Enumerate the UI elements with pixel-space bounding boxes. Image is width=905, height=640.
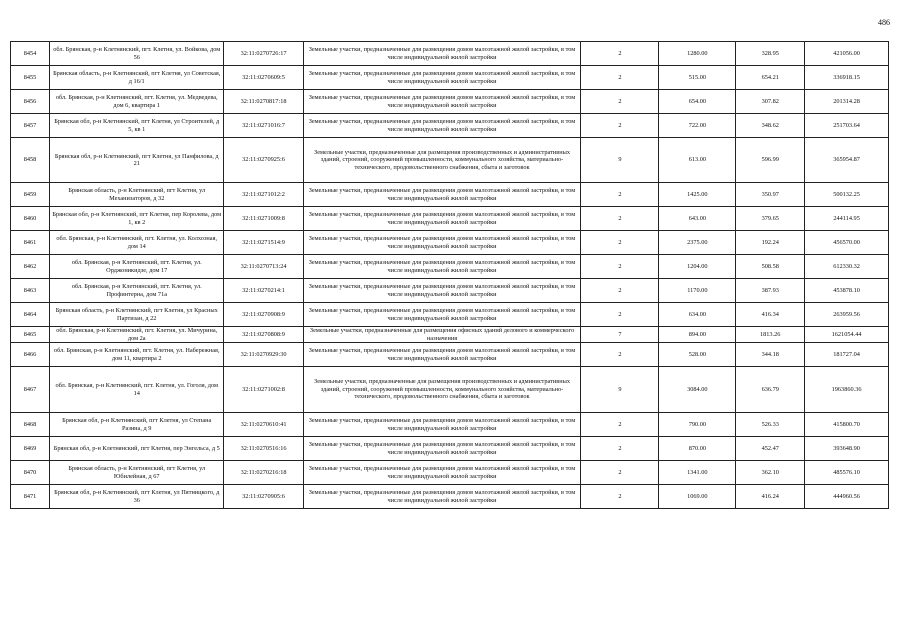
- row-number-cell: 8460: [11, 207, 50, 231]
- land-use-cell: Земельные участки, предназначенные для размещения домов малоэтажной жилой застройки, в том числе индивидуальной жилой застройки: [303, 207, 581, 231]
- category-cell: 2: [581, 66, 659, 90]
- table-row: [11, 437, 889, 461]
- address-cell: Брянская обл, р-н Клетнянский, пгт Клетня, ул Строителей, д 5, кв 1: [50, 114, 224, 138]
- area-cell: 722.00: [659, 114, 736, 138]
- specific-value-cell: 350.97: [736, 183, 805, 207]
- area-cell: 613.00: [659, 138, 736, 183]
- cadastral-number-cell: 32:11:0271012:2: [224, 183, 303, 207]
- area-cell: 3084.00: [659, 367, 736, 413]
- cadastral-value-cell: 244114.95: [805, 207, 889, 231]
- table-row: [11, 207, 889, 231]
- category-cell: 2: [581, 413, 659, 437]
- cadastral-value-cell: 201314.28: [805, 90, 889, 114]
- category-cell: 2: [581, 461, 659, 485]
- category-cell: 2: [581, 303, 659, 327]
- table-row: [11, 90, 889, 114]
- row-number-cell: 8468: [11, 413, 50, 437]
- row-number-cell: 8457: [11, 114, 50, 138]
- land-use-cell: Земельные участки, предназначенные для размещения домов малоэтажной жилой застройки, в том числе индивидуальной жилой застройки: [303, 231, 581, 255]
- area-cell: 643.00: [659, 207, 736, 231]
- address-cell: обл. Брянская, р-н Клетнянский, пгт. Клетня, ул. Колхозная, дом 14: [50, 231, 224, 255]
- area-cell: 870.00: [659, 437, 736, 461]
- land-use-cell: Земельные участки, предназначенные для размещения домов малоэтажной жилой застройки, в том числе индивидуальной жилой застройки: [303, 437, 581, 461]
- specific-value-cell: 348.62: [736, 114, 805, 138]
- row-number-cell: 8455: [11, 66, 50, 90]
- land-use-cell: Земельные участки, предназначенные для размещения домов малоэтажной жилой застройки, в том числе индивидуальной жилой застройки: [303, 42, 581, 66]
- address-cell: обл. Брянская, р-н Клетнянский, пгт. Клетня, ул. Гоголя, дом 14: [50, 367, 224, 413]
- category-cell: 2: [581, 485, 659, 509]
- cadastral-value-cell: 393648.90: [805, 437, 889, 461]
- category-cell: 7: [581, 327, 659, 343]
- row-number-cell: 8456: [11, 90, 50, 114]
- cadastral-value-cell: 336918.15: [805, 66, 889, 90]
- row-number-cell: 8467: [11, 367, 50, 413]
- land-use-cell: Земельные участки, предназначенные для размещения домов малоэтажной жилой застройки, в том числе индивидуальной жилой застройки: [303, 303, 581, 327]
- area-cell: 2375.00: [659, 231, 736, 255]
- cadastral-number-cell: 32:11:0270713:24: [224, 255, 303, 279]
- cadastral-number-cell: 32:11:0270905:6: [224, 485, 303, 509]
- cadastral-value-cell: 444960.56: [805, 485, 889, 509]
- land-use-cell: Земельные участки, предназначенные для размещения домов малоэтажной жилой застройки, в том числе индивидуальной жилой застройки: [303, 114, 581, 138]
- table-row: [11, 343, 889, 367]
- table-row: [11, 413, 889, 437]
- specific-value-cell: 654.21: [736, 66, 805, 90]
- category-cell: 2: [581, 279, 659, 303]
- area-cell: 1425.00: [659, 183, 736, 207]
- address-cell: Брянская область, р-н Клетнянский, пгт Клетня, ул Механизаторов, д 32: [50, 183, 224, 207]
- area-cell: 1280.00: [659, 42, 736, 66]
- specific-value-cell: 416.24: [736, 485, 805, 509]
- cadastral-value-table: [10, 41, 889, 509]
- address-cell: Брянская область, р-н Клетнянский, пгт Клетня, ул Юбилейная, д 67: [50, 461, 224, 485]
- address-cell: Брянская область, р-н Клетнянский, пгт Клетня, ул Красных Партизан, д 22: [50, 303, 224, 327]
- specific-value-cell: 387.93: [736, 279, 805, 303]
- land-use-cell: Земельные участки, предназначенные для размещения производственных и административных зданий, строений, сооружений промышленности, коммунального хозяйства, материально-технического, продовольственного снабжения, сбыта и заготовок: [303, 138, 581, 183]
- category-cell: 2: [581, 231, 659, 255]
- address-cell: обл. Брянская, р-н Клетнянский, пгт. Клетня, ул. Орджоникидзе, дом 17: [50, 255, 224, 279]
- land-use-cell: Земельные участки, предназначенные для размещения домов малоэтажной жилой застройки, в том числе индивидуальной жилой застройки: [303, 279, 581, 303]
- address-cell: обл. Брянская, р-н Клетнянский, пгт. Клетня, ул. Войкова, дом 56: [50, 42, 224, 66]
- address-cell: обл. Брянская, р-н Клетнянский, пгт. Клетня, ул. Профинтерна, дом 71а: [50, 279, 224, 303]
- cadastral-number-cell: 32:11:0270610:41: [224, 413, 303, 437]
- category-cell: 2: [581, 114, 659, 138]
- table-row: [11, 138, 889, 183]
- specific-value-cell: 416.34: [736, 303, 805, 327]
- address-cell: Брянская обл, р-н Клетнянский, пгт Клетня, ул Пятницкого, д 36: [50, 485, 224, 509]
- cadastral-number-cell: 32:11:0271009:8: [224, 207, 303, 231]
- cadastral-value-cell: 365954.87: [805, 138, 889, 183]
- cadastral-number-cell: 32:11:0270609:5: [224, 66, 303, 90]
- category-cell: 2: [581, 437, 659, 461]
- address-cell: Брянская обл, р-н Клетнянский, пгт Клетня, ул Панфилова, д 21: [50, 138, 224, 183]
- cadastral-number-cell: 32:11:0270808:9: [224, 327, 303, 343]
- specific-value-cell: 379.65: [736, 207, 805, 231]
- row-number-cell: 8454: [11, 42, 50, 66]
- cadastral-value-cell: 251703.64: [805, 114, 889, 138]
- row-number-cell: 8459: [11, 183, 50, 207]
- cadastral-value-cell: 500132.25: [805, 183, 889, 207]
- table-row: [11, 42, 889, 66]
- cadastral-value-cell: 1963860.36: [805, 367, 889, 413]
- cadastral-value-cell: 612330.32: [805, 255, 889, 279]
- cadastral-number-cell: 32:11:0271002:8: [224, 367, 303, 413]
- cadastral-number-cell: 32:11:0270817:18: [224, 90, 303, 114]
- area-cell: 1069.00: [659, 485, 736, 509]
- cadastral-number-cell: 32:11:0270925:6: [224, 138, 303, 183]
- land-use-cell: Земельные участки, предназначенные для размещения домов малоэтажной жилой застройки, в том числе индивидуальной жилой застройки: [303, 255, 581, 279]
- row-number-cell: 8458: [11, 138, 50, 183]
- table-row: [11, 66, 889, 90]
- land-use-cell: Земельные участки, предназначенные для размещения домов малоэтажной жилой застройки, в том числе индивидуальной жилой застройки: [303, 343, 581, 367]
- cadastral-number-cell: 32:11:0271016:7: [224, 114, 303, 138]
- land-use-cell: Земельные участки, предназначенные для размещения домов малоэтажной жилой застройки, в том числе индивидуальной жилой застройки: [303, 413, 581, 437]
- land-use-cell: Земельные участки, предназначенные для размещения офисных зданий делового и коммерческого назначения: [303, 327, 581, 343]
- table-row: [11, 367, 889, 413]
- cadastral-number-cell: 32:11:0270214:1: [224, 279, 303, 303]
- address-cell: Брянская обл, р-н Клетнянский, пгт Клетня, ул Степана Разина, д 9: [50, 413, 224, 437]
- specific-value-cell: 328.95: [736, 42, 805, 66]
- cadastral-number-cell: 32:11:0270726:17: [224, 42, 303, 66]
- category-cell: 2: [581, 255, 659, 279]
- table-row: [11, 485, 889, 509]
- land-use-cell: Земельные участки, предназначенные для размещения домов малоэтажной жилой застройки, в том числе индивидуальной жилой застройки: [303, 90, 581, 114]
- cadastral-number-cell: 32:11:0270929:30: [224, 343, 303, 367]
- category-cell: 2: [581, 90, 659, 114]
- area-cell: 1204.00: [659, 255, 736, 279]
- cadastral-value-cell: 263959.56: [805, 303, 889, 327]
- cadastral-number-cell: 32:11:0270516:16: [224, 437, 303, 461]
- row-number-cell: 8465: [11, 327, 50, 343]
- specific-value-cell: 636.79: [736, 367, 805, 413]
- cadastral-value-cell: 456570.00: [805, 231, 889, 255]
- land-use-cell: Земельные участки, предназначенные для размещения домов малоэтажной жилой застройки, в том числе индивидуальной жилой застройки: [303, 66, 581, 90]
- row-number-cell: 8461: [11, 231, 50, 255]
- row-number-cell: 8469: [11, 437, 50, 461]
- land-use-cell: Земельные участки, предназначенные для размещения домов малоэтажной жилой застройки, в том числе индивидуальной жилой застройки: [303, 461, 581, 485]
- table-row: [11, 183, 889, 207]
- row-number-cell: 8471: [11, 485, 50, 509]
- specific-value-cell: 1813.26: [736, 327, 805, 343]
- land-use-cell: Земельные участки, предназначенные для размещения домов малоэтажной жилой застройки, в том числе индивидуальной жилой застройки: [303, 485, 581, 509]
- area-cell: 1341.00: [659, 461, 736, 485]
- table-row: [11, 255, 889, 279]
- table-row: [11, 231, 889, 255]
- row-number-cell: 8470: [11, 461, 50, 485]
- area-cell: 790.00: [659, 413, 736, 437]
- row-number-cell: 8464: [11, 303, 50, 327]
- area-cell: 894.00: [659, 327, 736, 343]
- specific-value-cell: 192.24: [736, 231, 805, 255]
- land-use-cell: Земельные участки, предназначенные для размещения производственных и административных зданий, строений, сооружений промышленности, коммунального хозяйства, материально-технического, продовольственного снабжения, сбыта и заготовок: [303, 367, 581, 413]
- category-cell: 9: [581, 367, 659, 413]
- address-cell: Брянская обл, р-н Клетнянский, пгт Клетня, пер Энгельса, д 5: [50, 437, 224, 461]
- table-row: [11, 327, 889, 343]
- category-cell: 2: [581, 343, 659, 367]
- area-cell: 528.00: [659, 343, 736, 367]
- page-number: 486: [878, 18, 890, 27]
- cadastral-value-cell: 485576.10: [805, 461, 889, 485]
- cadastral-number-cell: 32:11:0270216:18: [224, 461, 303, 485]
- category-cell: 2: [581, 183, 659, 207]
- specific-value-cell: 452.47: [736, 437, 805, 461]
- specific-value-cell: 508.58: [736, 255, 805, 279]
- category-cell: 9: [581, 138, 659, 183]
- specific-value-cell: 344.18: [736, 343, 805, 367]
- specific-value-cell: 596.99: [736, 138, 805, 183]
- address-cell: обл. Брянская, р-н Клетнянский, пгт. Клетня, ул. Мичурина, дом 2а: [50, 327, 224, 343]
- area-cell: 654.00: [659, 90, 736, 114]
- cadastral-value-cell: 421056.00: [805, 42, 889, 66]
- specific-value-cell: 307.82: [736, 90, 805, 114]
- address-cell: Брянская обл, р-н Клетнянский, пгт Клетня, пер Королева, дом 1, кв 2: [50, 207, 224, 231]
- specific-value-cell: 526.33: [736, 413, 805, 437]
- table-row: [11, 114, 889, 138]
- area-cell: 1170.00: [659, 279, 736, 303]
- cadastral-number-cell: 32:11:0271514:9: [224, 231, 303, 255]
- cadastral-value-cell: 415800.70: [805, 413, 889, 437]
- area-cell: 634.00: [659, 303, 736, 327]
- row-number-cell: 8466: [11, 343, 50, 367]
- category-cell: 2: [581, 207, 659, 231]
- address-cell: Брянская область, р-н Клетнянский, пгт Клетня, ул Советская, д 16/1: [50, 66, 224, 90]
- row-number-cell: 8462: [11, 255, 50, 279]
- cadastral-number-cell: 32:11:0270908:9: [224, 303, 303, 327]
- row-number-cell: 8463: [11, 279, 50, 303]
- land-use-cell: Земельные участки, предназначенные для размещения домов малоэтажной жилой застройки, в том числе индивидуальной жилой застройки: [303, 183, 581, 207]
- specific-value-cell: 362.10: [736, 461, 805, 485]
- category-cell: 2: [581, 42, 659, 66]
- address-cell: обл. Брянская, р-н Клетнянский, пгт. Клетня, ул. Набережная, дом 11, квартира 2: [50, 343, 224, 367]
- cadastral-value-cell: 453878.10: [805, 279, 889, 303]
- table-row: [11, 461, 889, 485]
- table-row: [11, 303, 889, 327]
- address-cell: обл. Брянская, р-н Клетнянский, пгт. Клетня, ул. Медведева, дом 6, квартира 1: [50, 90, 224, 114]
- cadastral-value-cell: 181727.04: [805, 343, 889, 367]
- cadastral-value-cell: 1621054.44: [805, 327, 889, 343]
- area-cell: 515.00: [659, 66, 736, 90]
- table-row: [11, 279, 889, 303]
